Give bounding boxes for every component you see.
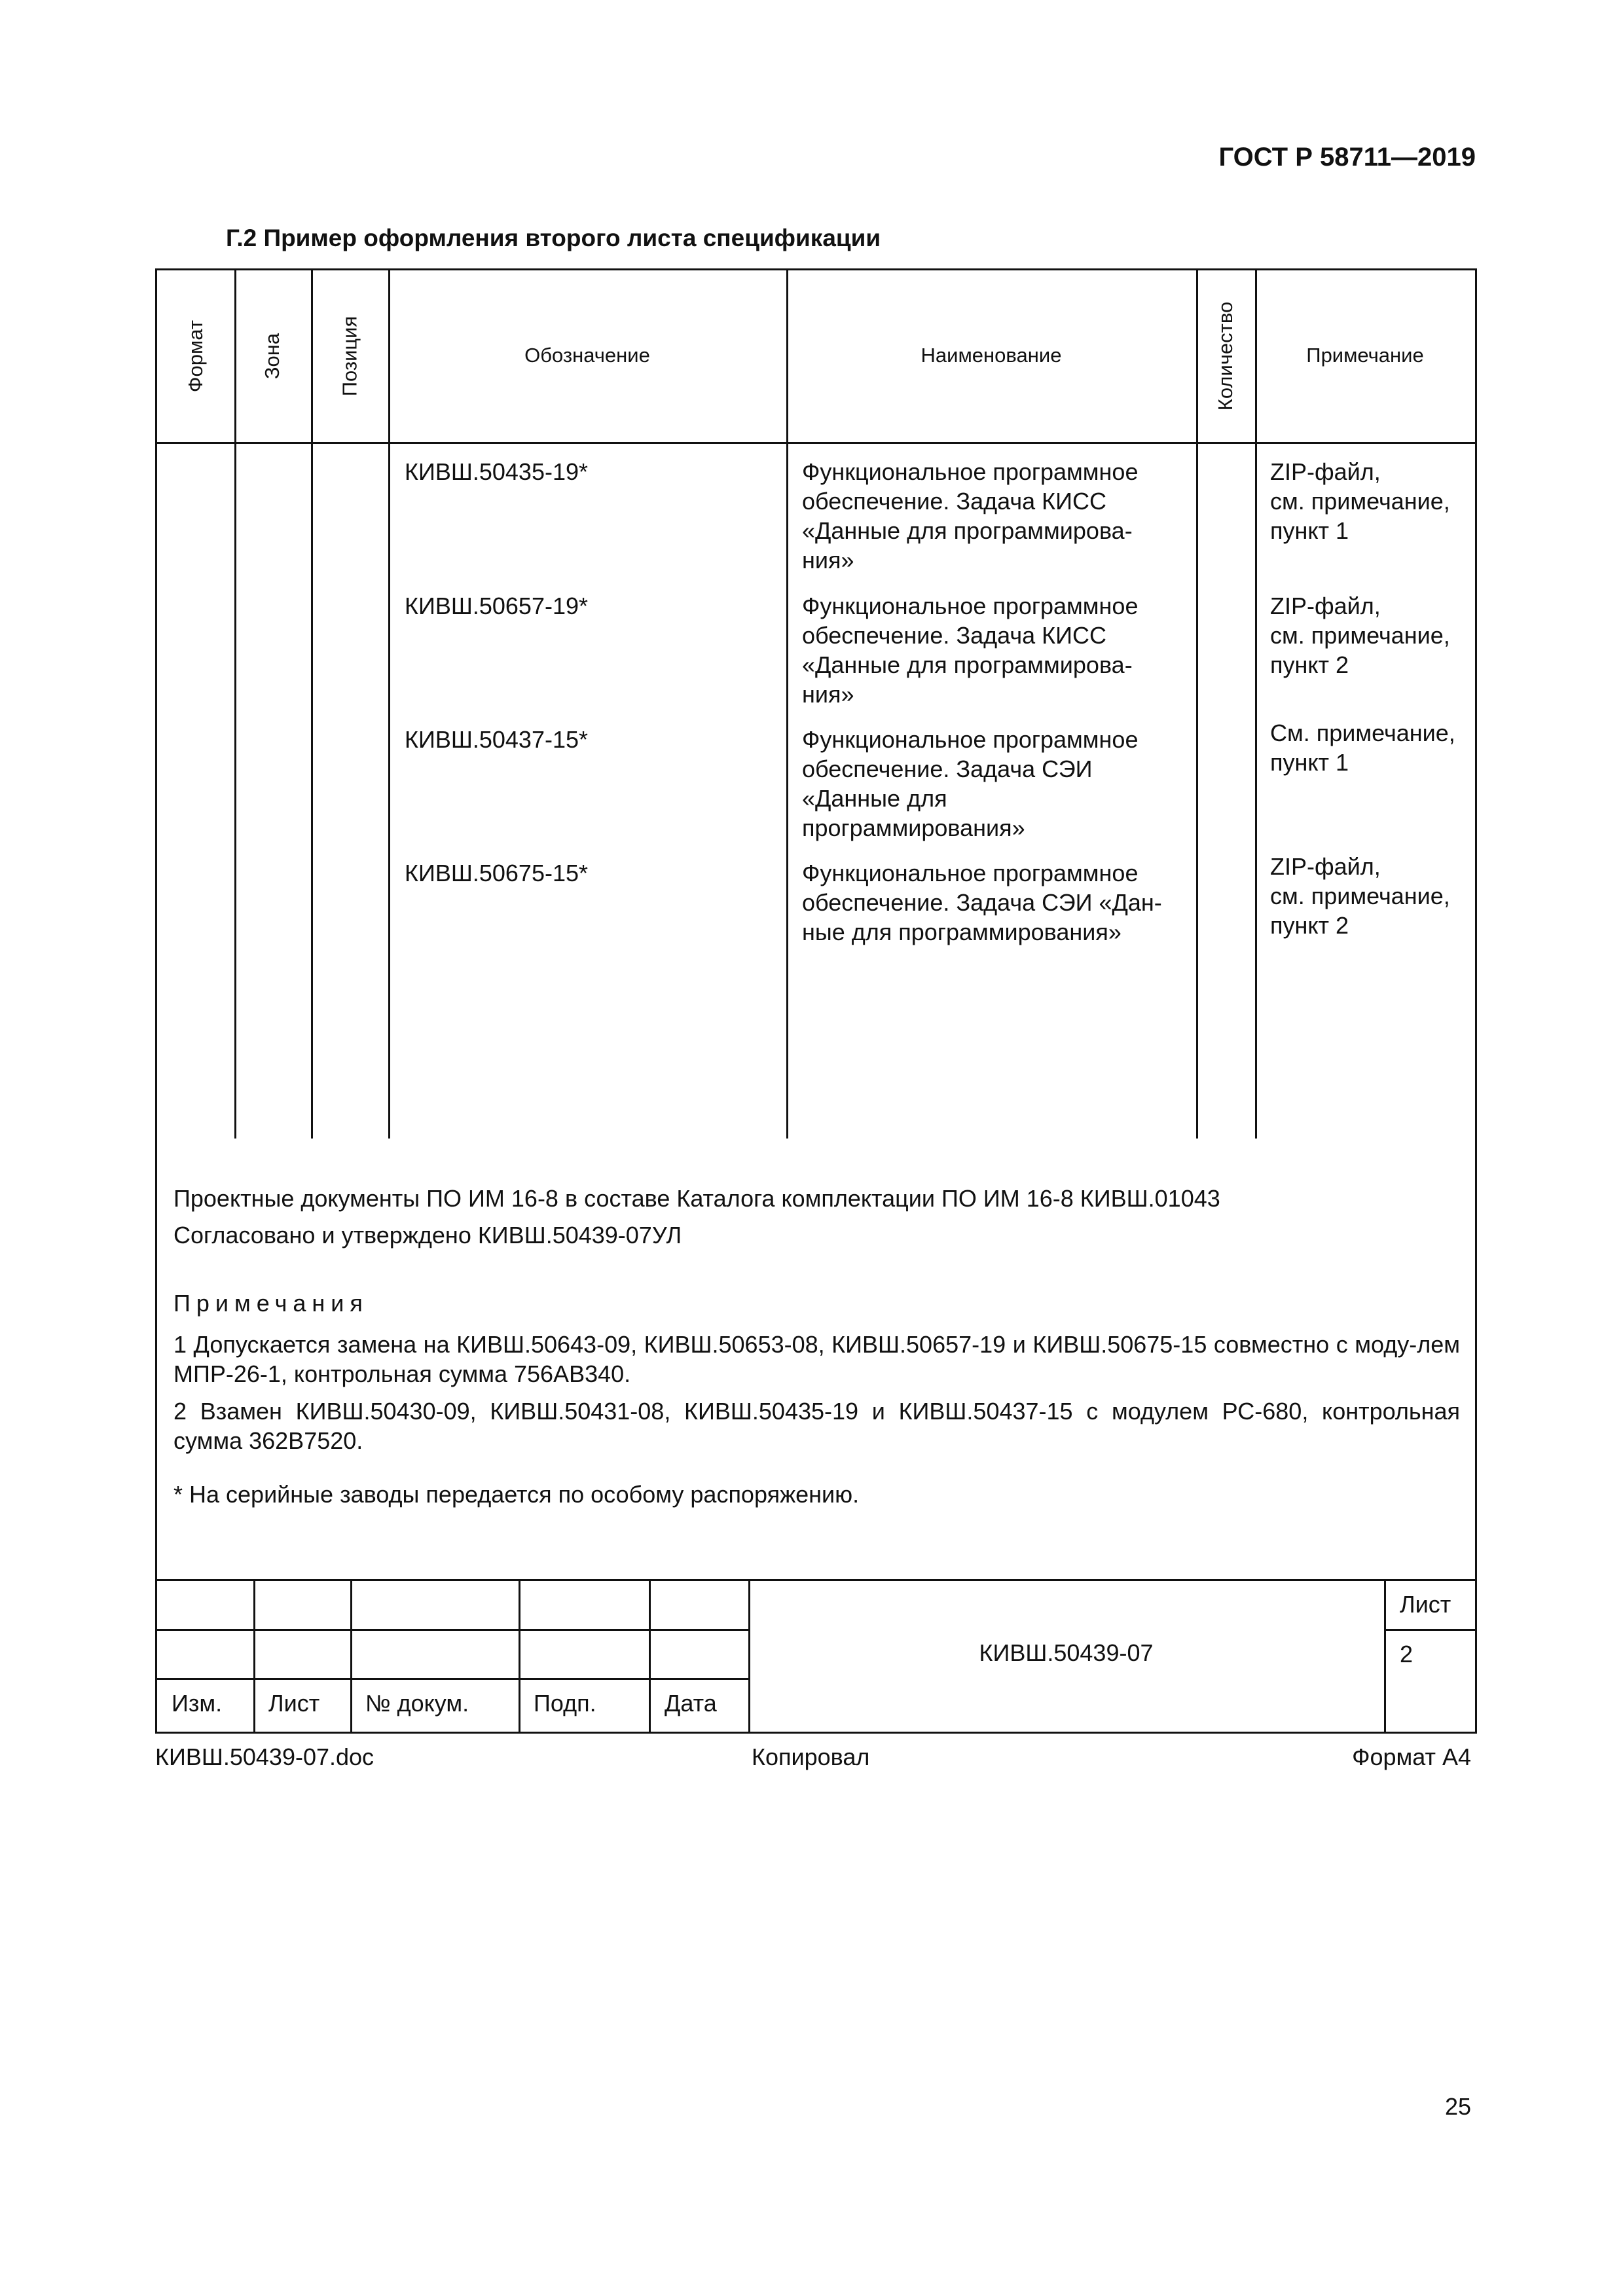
column-header-note: Примечание — [1306, 344, 1424, 367]
column-header-position: Позиция — [338, 316, 361, 397]
footer-file-name: КИВШ.50439-07.doc — [155, 1743, 374, 1770]
row-1-name: Функциональное программное обеспечение. Задача КИСС «Данные для программирова- ния» — [802, 458, 1139, 574]
col-divider-quantity — [1255, 270, 1257, 1139]
stamp-sheet-label: Лист — [1400, 1591, 1451, 1618]
stamp-col-divider-6 — [1384, 1579, 1386, 1732]
row-2-name: Функциональное программное обеспечение. Задача КИСС «Данные для программирова- ния» — [802, 592, 1139, 708]
stamp-col-divider-1 — [253, 1579, 255, 1732]
stamp-col-divider-3 — [519, 1579, 520, 1732]
row-4-note: ZIP-файл, см. примечание, пункт 2 — [1270, 853, 1450, 939]
footer-copied: Копировал — [752, 1743, 870, 1770]
note-2: 2 Взамен КИВШ.50430-09, КИВШ.50431-08, КИВШ.50435-19 и КИВШ.50437-15 с модулем РС-680, контрольная сумма 362В7520. — [173, 1398, 1460, 1454]
row-3-name: Функциональное программное обеспечение. Задача СЭИ «Данные для программирования» — [802, 726, 1139, 841]
note-1: 1 Допускается замена на КИВШ.50643-09, КИВШ.50653-08, КИВШ.50657-19 и КИВШ.50675-15 совместно с моду-лем МПР-26-1, контрольная сумма 756АВ340. — [173, 1331, 1460, 1387]
column-header-quantity: Количество — [1214, 301, 1237, 411]
specification-frame — [155, 268, 1477, 1734]
approval-line: Согласовано и утверждено КИВШ.50439-07УЛ — [173, 1222, 682, 1248]
row-2-note: ZIP-файл, см. примечание, пункт 2 — [1270, 592, 1450, 678]
col-divider-designation — [786, 270, 788, 1139]
footnote: * На серийные заводы передается по особому распоряжению. — [173, 1481, 860, 1508]
stamp-doc-no: № докум. — [365, 1690, 469, 1717]
column-header-zone: Зона — [261, 333, 284, 380]
row-1-note: ZIP-файл, см. примечание, пункт 1 — [1270, 458, 1450, 544]
section-subtitle: Г.2 Пример оформления второго листа спецификации — [226, 225, 881, 251]
col-divider-position — [388, 270, 390, 1139]
stamp-col-divider-4 — [649, 1579, 651, 1732]
row-3-designation: КИВШ.50437-15* — [405, 726, 589, 753]
footer-format: Формат А4 — [1352, 1743, 1471, 1770]
stamp-date: Дата — [665, 1690, 717, 1717]
header-divider — [157, 442, 1475, 444]
stamp-col-divider-2 — [350, 1579, 352, 1732]
stamp-row-divider-1 — [157, 1629, 748, 1631]
stamp-sheet-value: 2 — [1400, 1641, 1413, 1667]
standard-number: ГОСТ Р 58711—2019 — [1218, 143, 1476, 172]
project-docs-line: Проектные документы ПО ИМ 16-8 в составе Каталога комплектации ПО ИМ 16-8 КИВШ.01043 — [173, 1185, 1220, 1212]
row-1-designation: КИВШ.50435-19* — [405, 458, 589, 485]
row-2-designation: КИВШ.50657-19* — [405, 592, 589, 619]
column-header-designation: Обозначение — [524, 344, 650, 367]
row-4-designation: КИВШ.50675-15* — [405, 860, 589, 886]
page-number: 25 — [1444, 2093, 1471, 2120]
stamp-top-border — [157, 1579, 1475, 1581]
stamp-sheet-divider — [1384, 1629, 1475, 1631]
row-4-name: Функциональное программное обеспечение. Задача СЭИ «Дан- ные для программирования» — [802, 860, 1162, 945]
stamp-podp: Подп. — [534, 1690, 596, 1717]
notes-heading: Примечания — [173, 1290, 369, 1317]
row-3-note: См. примечание, пункт 1 — [1270, 720, 1455, 776]
stamp-row-divider-2 — [157, 1678, 748, 1680]
column-header-format: Формат — [184, 319, 207, 393]
stamp-designation: КИВШ.50439-07 — [979, 1639, 1154, 1666]
stamp-list: Лист — [268, 1690, 320, 1717]
column-header-name: Наименование — [921, 344, 1062, 367]
stamp-izm: Изм. — [172, 1690, 223, 1717]
